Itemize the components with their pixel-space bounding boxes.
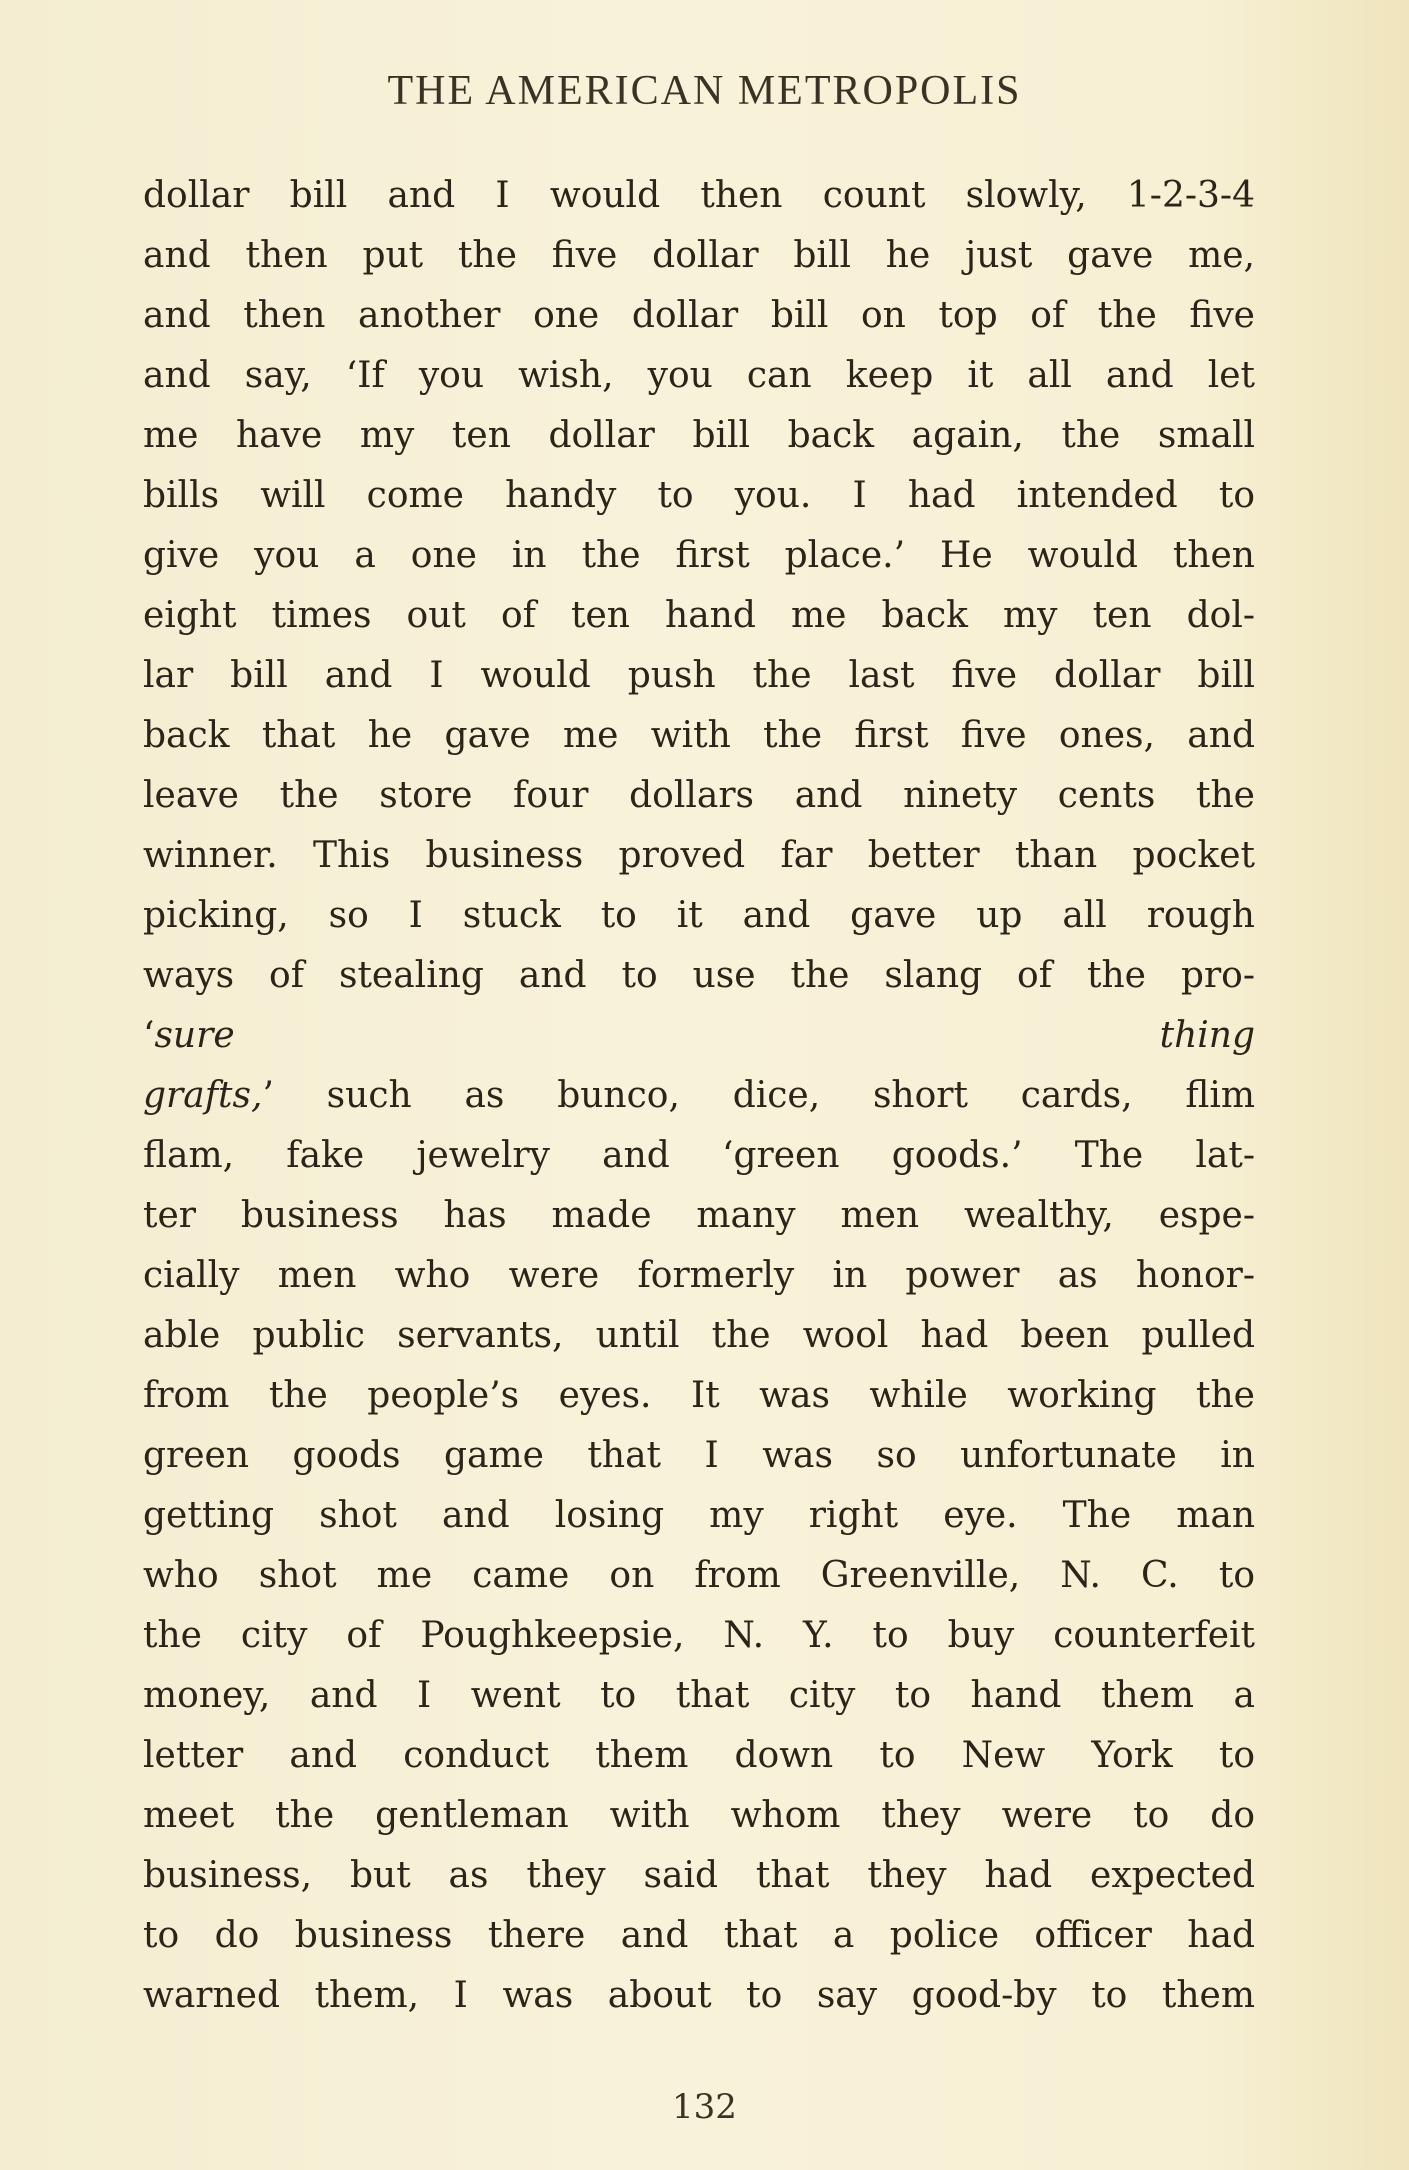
italic-phrase: sure thing <box>154 1015 1255 1056</box>
text-line: money, and I went to that city to hand them a <box>143 1675 1255 1716</box>
text-line: to do business there and that a police officer had <box>143 1915 1255 1956</box>
text-line: winner. This business proved far better than pocket <box>143 835 1255 876</box>
text-fragment: ‘ <box>143 1015 155 1056</box>
page-number: 132 <box>672 2087 737 2127</box>
text-line: green goods game that I was so unfortunate in <box>143 1435 1255 1476</box>
text-line: meet the gentleman with whom they were to do <box>143 1795 1255 1836</box>
text-line: able public servants, until the wool had been pulled <box>143 1315 1255 1356</box>
text-line: leave the store four dollars and ninety cents the <box>143 775 1255 816</box>
text-line: letter and conduct them down to New York to <box>143 1735 1255 1776</box>
body-text <box>143 166 1255 2026</box>
text-line: me have my ten dollar bill back again, the small <box>143 415 1255 456</box>
text-line: back that he gave me with the first five ones, and <box>143 715 1255 756</box>
text-line: lar bill and I would push the last five dollar bill <box>143 655 1255 696</box>
text-line: getting shot and losing my right eye. The man <box>143 1495 1255 1536</box>
text-line: who shot me came on from Greenville, N. C. to <box>143 1555 1255 1596</box>
text-line: from the people’s eyes. It was while working the <box>143 1375 1255 1416</box>
text-fragment: ’ such as bunco, dice, short cards, flim <box>262 1075 1255 1116</box>
text-line: bills will come handy to you. I had intended to <box>143 475 1255 516</box>
text-line-italic-phrase <box>143 1006 1255 1066</box>
text-line: ter business has made many men wealthy, espe- <box>143 1195 1255 1236</box>
text-line: and say, ‘If you wish, you can keep it all and let <box>143 355 1255 396</box>
text-line: business, but as they said that they had expected <box>143 1855 1255 1896</box>
italic-phrase: grafts, <box>143 1075 263 1116</box>
text-line: ways of stealing and to use the slang of the pro- <box>143 955 1255 996</box>
text-line: cially men who were formerly in power as honor- <box>143 1255 1255 1296</box>
text-line-italic-phrase <box>143 1066 1255 1126</box>
text-line: eight times out of ten hand me back my ten dol- <box>143 595 1255 636</box>
text-line: and then another one dollar bill on top of the five <box>143 295 1255 336</box>
text-line: flam, fake jewelry and ‘green goods.’ The lat- <box>143 1135 1255 1176</box>
text-line: warned them, I was about to say good-by to them <box>143 1975 1255 2016</box>
text-line: give you a one in the first place.’ He would then <box>143 535 1255 576</box>
text-line: picking, so I stuck to it and gave up all rough <box>143 895 1255 936</box>
running-head: THE AMERICAN METROPOLIS <box>387 68 1022 114</box>
text-line: dollar bill and I would then count slowly, 1-2-3-4 <box>143 175 1255 216</box>
text-line: and then put the five dollar bill he just gave me, <box>143 235 1255 276</box>
text-line: the city of Poughkeepsie, N. Y. to buy counterfeit <box>143 1615 1255 1656</box>
